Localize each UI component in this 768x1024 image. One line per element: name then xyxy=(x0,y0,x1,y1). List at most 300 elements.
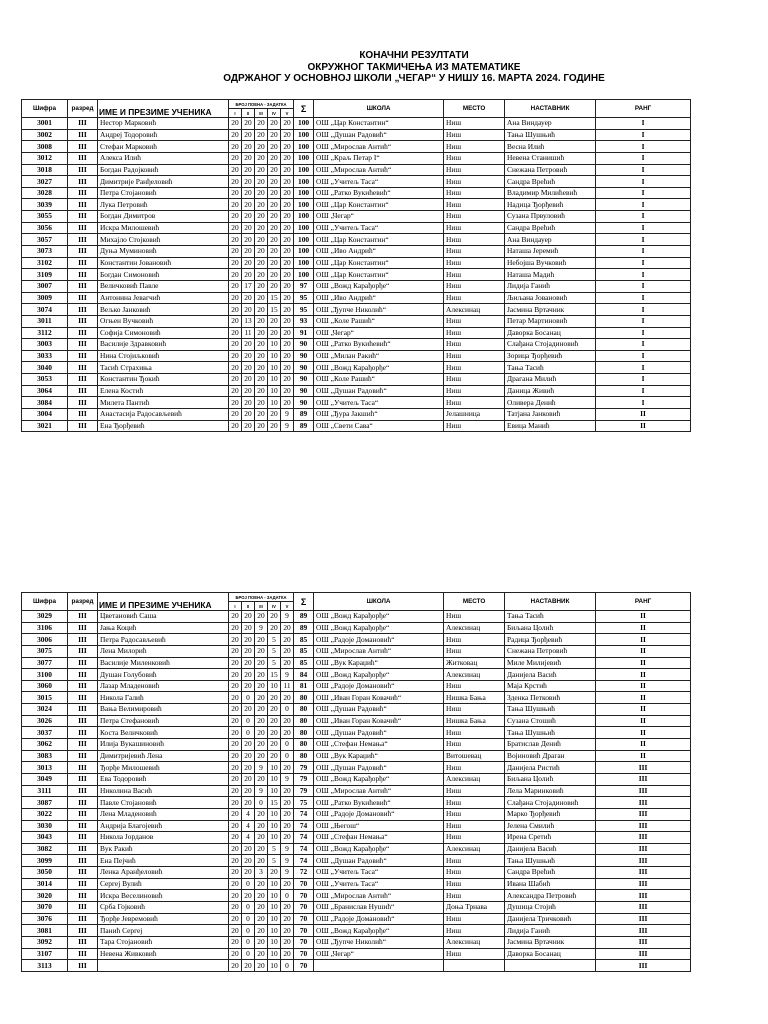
cell-code: 3004 xyxy=(22,409,68,421)
cell-school: ОШ „Краљ Петар I“ xyxy=(314,152,444,164)
cell-task-1: 20 xyxy=(229,855,242,867)
cell-task-4: 10 xyxy=(268,948,281,960)
cell-school: ОШ „Мирослав Антић“ xyxy=(314,141,444,153)
cell-task-5: 20 xyxy=(281,808,294,820)
cell-grade: III xyxy=(68,164,98,176)
cell-task-5: 0 xyxy=(281,704,294,716)
cell-code: 3087 xyxy=(22,797,68,809)
cell-teacher: Драгана Милић xyxy=(505,374,596,386)
cell-sum: 100 xyxy=(294,118,314,130)
cell-school: ОШ „Бранислав Нушић“ xyxy=(314,902,444,914)
cell-task-1: 20 xyxy=(229,118,242,130)
cell-school: ОШ „Чегар“ xyxy=(314,211,444,223)
cell-grade: III xyxy=(68,936,98,948)
cell-task-3: 20 xyxy=(255,832,268,844)
cell-teacher: Тања Шушњић xyxy=(505,704,596,716)
cell-rank: II xyxy=(596,704,691,716)
table-row xyxy=(22,773,691,785)
table-row xyxy=(22,692,691,704)
cell-task-4: 10 xyxy=(268,339,281,351)
cell-task-1: 20 xyxy=(229,960,242,972)
cell-task-4: 20 xyxy=(268,739,281,751)
cell-name: Константин Ђокић xyxy=(98,374,229,386)
table-row xyxy=(22,878,691,890)
cell-school: ОШ „Вожд Карађорђе“ xyxy=(314,362,444,374)
cell-rank: III xyxy=(596,762,691,774)
cell-school: ОШ „Душан Радовић“ xyxy=(314,129,444,141)
cell-code: 3100 xyxy=(22,669,68,681)
cell-task-2: 4 xyxy=(242,832,255,844)
cell-code: 3106 xyxy=(22,622,68,634)
cell-code: 3028 xyxy=(22,187,68,199)
cell-task-3: 20 xyxy=(255,234,268,246)
cell-name: Панић Сергеј xyxy=(98,925,229,937)
cell-place: Ниш xyxy=(444,152,505,164)
cell-task-3: 20 xyxy=(255,397,268,409)
cell-task-4: 20 xyxy=(268,692,281,704)
cell-school: ОШ „Коле Рашић“ xyxy=(314,315,444,327)
cell-rank: I xyxy=(596,257,691,269)
cell-task-4: 10 xyxy=(268,680,281,692)
cell-task-5: 20 xyxy=(281,152,294,164)
cell-school: ОШ „Вожд Карађорђе“ xyxy=(314,622,444,634)
cell-task-2: 20 xyxy=(242,785,255,797)
cell-code: 3049 xyxy=(22,773,68,785)
cell-rank: III xyxy=(596,843,691,855)
cell-code: 3075 xyxy=(22,645,68,657)
cell-task-4: 20 xyxy=(268,315,281,327)
cell-rank: II xyxy=(596,750,691,762)
cell-sum: 89 xyxy=(294,409,314,421)
cell-task-5: 20 xyxy=(281,176,294,188)
cell-rank: III xyxy=(596,925,691,937)
cell-grade: III xyxy=(68,843,98,855)
cell-task-2: 20 xyxy=(242,211,255,223)
table-row xyxy=(22,280,691,292)
cell-teacher: Миле Милијевић xyxy=(505,657,596,669)
cell-task-5: 9 xyxy=(281,611,294,623)
cell-teacher: Сузана Стошић xyxy=(505,715,596,727)
cell-task-5: 20 xyxy=(281,727,294,739)
cell-task-4: 20 xyxy=(268,867,281,879)
cell-task-5: 20 xyxy=(281,634,294,646)
cell-grade: III xyxy=(68,622,98,634)
cell-task-2: 13 xyxy=(242,315,255,327)
results-table-1 xyxy=(21,99,691,432)
cell-task-5: 20 xyxy=(281,362,294,374)
cell-name: Сергеј Вулић xyxy=(98,878,229,890)
cell-grade: III xyxy=(68,902,98,914)
cell-rank: II xyxy=(596,692,691,704)
cell-teacher: Слађана Стојадиновић xyxy=(505,797,596,809)
cell-task-2: 20 xyxy=(242,222,255,234)
header-grade: разред xyxy=(68,593,98,611)
cell-school: ОШ „Чегар“ xyxy=(314,327,444,339)
cell-rank: III xyxy=(596,832,691,844)
cell-task-2: 20 xyxy=(242,409,255,421)
cell-teacher: Лела Маринковић xyxy=(505,785,596,797)
cell-sum: 85 xyxy=(294,645,314,657)
cell-task-4: 10 xyxy=(268,350,281,362)
cell-task-5: 20 xyxy=(281,948,294,960)
cell-task-1: 20 xyxy=(229,634,242,646)
cell-sum: 90 xyxy=(294,385,314,397)
table-row xyxy=(22,867,691,879)
cell-school: ОШ „Учитељ Таса“ xyxy=(314,176,444,188)
cell-place: Витошевац xyxy=(444,750,505,762)
cell-task-3: 0 xyxy=(255,797,268,809)
cell-task-5: 20 xyxy=(281,762,294,774)
cell-teacher: Јасмина Вртачник xyxy=(505,936,596,948)
cell-task-1: 20 xyxy=(229,657,242,669)
table-row xyxy=(22,727,691,739)
title-line-3: ОДРЖАНОГ У ОСНОВНОЈ ШКОЛИ „ЧЕГАР“ У НИШУ 16. МАРТА 2024. ГОДИНЕ xyxy=(223,73,605,84)
table-row xyxy=(22,246,691,258)
cell-teacher: Снежана Петровић xyxy=(505,164,596,176)
cell-code: 3003 xyxy=(22,339,68,351)
header-task-3: III xyxy=(255,109,268,118)
cell-task-4: 10 xyxy=(268,762,281,774)
table-row xyxy=(22,785,691,797)
cell-task-5: 9 xyxy=(281,420,294,432)
table-row xyxy=(22,645,691,657)
cell-school: ОШ „Вук Караџић“ xyxy=(314,750,444,762)
table-row xyxy=(22,141,691,153)
cell-place: Ниш xyxy=(444,350,505,362)
cell-place: Ниш xyxy=(444,374,505,386)
cell-school: ОШ „Мирослав Антић“ xyxy=(314,890,444,902)
cell-place: Ниш xyxy=(444,257,505,269)
cell-rank: I xyxy=(596,374,691,386)
cell-task-4: 10 xyxy=(268,902,281,914)
cell-task-3: 20 xyxy=(255,374,268,386)
cell-school: ОШ „Учитељ Таса“ xyxy=(314,222,444,234)
cell-school: ОШ „Душан Радовић“ xyxy=(314,385,444,397)
results-title xyxy=(0,50,768,85)
table-row xyxy=(22,936,691,948)
table-row xyxy=(22,715,691,727)
cell-task-1: 20 xyxy=(229,808,242,820)
cell-teacher: Тања Шушњић xyxy=(505,727,596,739)
cell-name: Богдан Симоновић xyxy=(98,269,229,281)
cell-task-4: 5 xyxy=(268,843,281,855)
cell-code: 3055 xyxy=(22,211,68,223)
table-row xyxy=(22,622,691,634)
cell-sum: 100 xyxy=(294,269,314,281)
cell-task-2: 20 xyxy=(242,129,255,141)
cell-rank: I xyxy=(596,292,691,304)
cell-task-2: 20 xyxy=(242,350,255,362)
cell-teacher: Наташа Мадић xyxy=(505,269,596,281)
header-school: ШКОЛА xyxy=(314,100,444,118)
cell-grade: III xyxy=(68,176,98,188)
cell-grade: III xyxy=(68,362,98,374)
table-row xyxy=(22,187,691,199)
cell-grade: III xyxy=(68,280,98,292)
cell-task-1: 20 xyxy=(229,762,242,774)
cell-task-1: 20 xyxy=(229,292,242,304)
cell-task-3: 20 xyxy=(255,727,268,739)
header-task-5: V xyxy=(281,109,294,118)
cell-place: Ниш xyxy=(444,211,505,223)
cell-name: Вук Ракић xyxy=(98,843,229,855)
cell-rank: II xyxy=(596,669,691,681)
cell-task-3: 20 xyxy=(255,269,268,281)
header-sum: Σ xyxy=(294,593,314,611)
header-points-group: БРОЈ ПОЕНА - ЗАДАТКА xyxy=(229,100,294,109)
cell-code: 3040 xyxy=(22,362,68,374)
cell-task-1: 20 xyxy=(229,948,242,960)
cell-place: Ниш xyxy=(444,280,505,292)
cell-teacher: Весна Илић xyxy=(505,141,596,153)
cell-grade: III xyxy=(68,315,98,327)
cell-task-4: 10 xyxy=(268,773,281,785)
cell-school: ОШ „Свети Сава“ xyxy=(314,420,444,432)
cell-code: 3001 xyxy=(22,118,68,130)
cell-place: Ниш xyxy=(444,785,505,797)
cell-rank: III xyxy=(596,773,691,785)
cell-task-3: 20 xyxy=(255,843,268,855)
cell-teacher: Даница Живић xyxy=(505,385,596,397)
cell-grade: III xyxy=(68,797,98,809)
cell-rank: I xyxy=(596,222,691,234)
cell-teacher: Сузана Првуловић xyxy=(505,211,596,223)
cell-sum: 90 xyxy=(294,350,314,362)
cell-name: Тасић Страхиња xyxy=(98,362,229,374)
table-row xyxy=(22,611,691,623)
cell-sum: 100 xyxy=(294,164,314,176)
cell-school: ОШ „Његош“ xyxy=(314,820,444,832)
cell-task-5: 9 xyxy=(281,843,294,855)
table-row xyxy=(22,634,691,646)
cell-grade: III xyxy=(68,118,98,130)
table-row xyxy=(22,292,691,304)
cell-place: Ниш xyxy=(444,246,505,258)
cell-task-1: 20 xyxy=(229,187,242,199)
cell-school: ОШ „Душан Радовић“ xyxy=(314,704,444,716)
cell-sum: 89 xyxy=(294,420,314,432)
cell-task-4: 15 xyxy=(268,304,281,316)
cell-grade: III xyxy=(68,199,98,211)
cell-task-4: 5 xyxy=(268,645,281,657)
cell-teacher: Војиновић Драган xyxy=(505,750,596,762)
cell-task-5: 0 xyxy=(281,890,294,902)
cell-place: Ниш xyxy=(444,890,505,902)
cell-task-3: 20 xyxy=(255,692,268,704)
cell-name: Илија Вукашиновић xyxy=(98,739,229,751)
cell-sum: 81 xyxy=(294,680,314,692)
cell-task-5: 20 xyxy=(281,339,294,351)
cell-place: Ниш xyxy=(444,762,505,774)
cell-task-1: 20 xyxy=(229,269,242,281)
cell-sum: 70 xyxy=(294,902,314,914)
cell-task-5: 20 xyxy=(281,820,294,832)
cell-sum: 70 xyxy=(294,925,314,937)
cell-code: 3073 xyxy=(22,246,68,258)
cell-task-3: 20 xyxy=(255,327,268,339)
cell-task-2: 20 xyxy=(242,374,255,386)
cell-task-4: 10 xyxy=(268,913,281,925)
cell-task-2: 20 xyxy=(242,292,255,304)
cell-place: Ниш xyxy=(444,222,505,234)
cell-name: Андреј Тодоровић xyxy=(98,129,229,141)
cell-rank: II xyxy=(596,409,691,421)
cell-sum: 80 xyxy=(294,727,314,739)
cell-task-1: 20 xyxy=(229,211,242,223)
cell-code: 3076 xyxy=(22,913,68,925)
cell-rank: I xyxy=(596,211,691,223)
header-task-1: I xyxy=(229,602,242,611)
cell-grade: III xyxy=(68,304,98,316)
cell-teacher: Тања Шушњић xyxy=(505,129,596,141)
cell-place: Доња Трнава xyxy=(444,902,505,914)
cell-school: ОШ „Коле Рашић“ xyxy=(314,374,444,386)
table-row xyxy=(22,739,691,751)
cell-code: 3050 xyxy=(22,867,68,879)
cell-task-4: 20 xyxy=(268,152,281,164)
cell-task-4: 20 xyxy=(268,187,281,199)
cell-sum: 100 xyxy=(294,246,314,258)
cell-task-1: 20 xyxy=(229,199,242,211)
cell-task-2: 20 xyxy=(242,680,255,692)
cell-code: 3009 xyxy=(22,292,68,304)
cell-task-5: 20 xyxy=(281,878,294,890)
cell-code: 3060 xyxy=(22,680,68,692)
cell-teacher: Ирена Сретић xyxy=(505,832,596,844)
cell-name: Ена Пејчић xyxy=(98,855,229,867)
cell-task-2: 4 xyxy=(242,820,255,832)
cell-code: 3039 xyxy=(22,199,68,211)
cell-name: Петра Стојановић xyxy=(98,187,229,199)
cell-task-3: 20 xyxy=(255,211,268,223)
cell-code: 3043 xyxy=(22,832,68,844)
cell-rank: I xyxy=(596,280,691,292)
cell-code: 3018 xyxy=(22,164,68,176)
cell-task-2: 20 xyxy=(242,339,255,351)
cell-school: ОШ „Ратко Вукићевић“ xyxy=(314,339,444,351)
cell-sum: 89 xyxy=(294,622,314,634)
cell-grade: III xyxy=(68,269,98,281)
cell-school: ОШ „Вожд Карађорђе“ xyxy=(314,280,444,292)
table-row xyxy=(22,234,691,246)
table-row xyxy=(22,948,691,960)
cell-task-1: 20 xyxy=(229,152,242,164)
cell-place: Ниш xyxy=(444,727,505,739)
cell-task-4: 10 xyxy=(268,385,281,397)
cell-name: Богдан Димитров xyxy=(98,211,229,223)
cell-teacher xyxy=(505,960,596,972)
cell-task-1: 20 xyxy=(229,925,242,937)
cell-task-1: 20 xyxy=(229,739,242,751)
cell-task-4: 10 xyxy=(268,397,281,409)
cell-code: 3030 xyxy=(22,820,68,832)
cell-place: Алексинац xyxy=(444,843,505,855)
cell-sum: 80 xyxy=(294,692,314,704)
cell-rank: I xyxy=(596,327,691,339)
cell-code: 3024 xyxy=(22,704,68,716)
cell-sum: 70 xyxy=(294,913,314,925)
cell-grade: III xyxy=(68,855,98,867)
header-points-group: БРОЈ ПОЕНА - ЗАДАТКА xyxy=(229,593,294,602)
table-row xyxy=(22,704,691,716)
cell-school: ОШ „Учитељ Таса“ xyxy=(314,878,444,890)
header-rank: РАНГ xyxy=(596,593,691,611)
table-row xyxy=(22,304,691,316)
cell-task-4: 20 xyxy=(268,409,281,421)
cell-school: ОШ „Ђупче Николић“ xyxy=(314,304,444,316)
cell-sum: 90 xyxy=(294,397,314,409)
cell-name: Огњен Вучковић xyxy=(98,315,229,327)
cell-code: 3074 xyxy=(22,304,68,316)
cell-task-3: 9 xyxy=(255,762,268,774)
cell-task-4: 10 xyxy=(268,820,281,832)
cell-grade: III xyxy=(68,913,98,925)
cell-task-5: 9 xyxy=(281,855,294,867)
cell-grade: III xyxy=(68,152,98,164)
cell-teacher: Данијела Васић xyxy=(505,669,596,681)
header-code: Шифра xyxy=(22,100,68,118)
cell-school: ОШ „Цар Константин“ xyxy=(314,269,444,281)
cell-task-5: 20 xyxy=(281,164,294,176)
cell-teacher: Небојша Вучковић xyxy=(505,257,596,269)
cell-task-3: 20 xyxy=(255,913,268,925)
cell-task-3: 20 xyxy=(255,187,268,199)
cell-name: Ђорђе Милошевић xyxy=(98,762,229,774)
cell-grade: III xyxy=(68,692,98,704)
cell-task-1: 20 xyxy=(229,727,242,739)
cell-place: Ниш xyxy=(444,199,505,211)
cell-task-4: 20 xyxy=(268,246,281,258)
cell-task-1: 20 xyxy=(229,843,242,855)
cell-task-2: 20 xyxy=(242,152,255,164)
cell-task-4: 5 xyxy=(268,657,281,669)
cell-rank: II xyxy=(596,680,691,692)
cell-grade: III xyxy=(68,292,98,304)
cell-task-2: 20 xyxy=(242,645,255,657)
cell-task-1: 20 xyxy=(229,350,242,362)
cell-teacher: Владимир Милићевић xyxy=(505,187,596,199)
cell-task-2: 0 xyxy=(242,715,255,727)
table-row xyxy=(22,385,691,397)
cell-school: ОШ „Вожд Карађорђе“ xyxy=(314,669,444,681)
header-task-1: I xyxy=(229,109,242,118)
cell-task-2: 20 xyxy=(242,362,255,374)
cell-place: Јелашница xyxy=(444,409,505,421)
cell-task-2: 20 xyxy=(242,187,255,199)
cell-name: Искра Милошевић xyxy=(98,222,229,234)
cell-task-4: 20 xyxy=(268,234,281,246)
cell-rank: III xyxy=(596,867,691,879)
cell-code: 3113 xyxy=(22,960,68,972)
table-row xyxy=(22,750,691,762)
cell-task-4: 10 xyxy=(268,890,281,902)
cell-name: Елена Костић xyxy=(98,385,229,397)
cell-grade: III xyxy=(68,645,98,657)
cell-teacher: Оливера Денић xyxy=(505,397,596,409)
cell-teacher: Маја Крстић xyxy=(505,680,596,692)
cell-task-4: 20 xyxy=(268,222,281,234)
cell-task-3: 20 xyxy=(255,925,268,937)
cell-grade: III xyxy=(68,634,98,646)
cell-sum: 90 xyxy=(294,339,314,351)
cell-code: 3053 xyxy=(22,374,68,386)
cell-task-4: 20 xyxy=(268,727,281,739)
cell-place: Алексинац xyxy=(444,669,505,681)
results-table-2 xyxy=(21,592,691,972)
cell-task-3: 20 xyxy=(255,409,268,421)
cell-task-3: 20 xyxy=(255,680,268,692)
cell-place xyxy=(444,960,505,972)
